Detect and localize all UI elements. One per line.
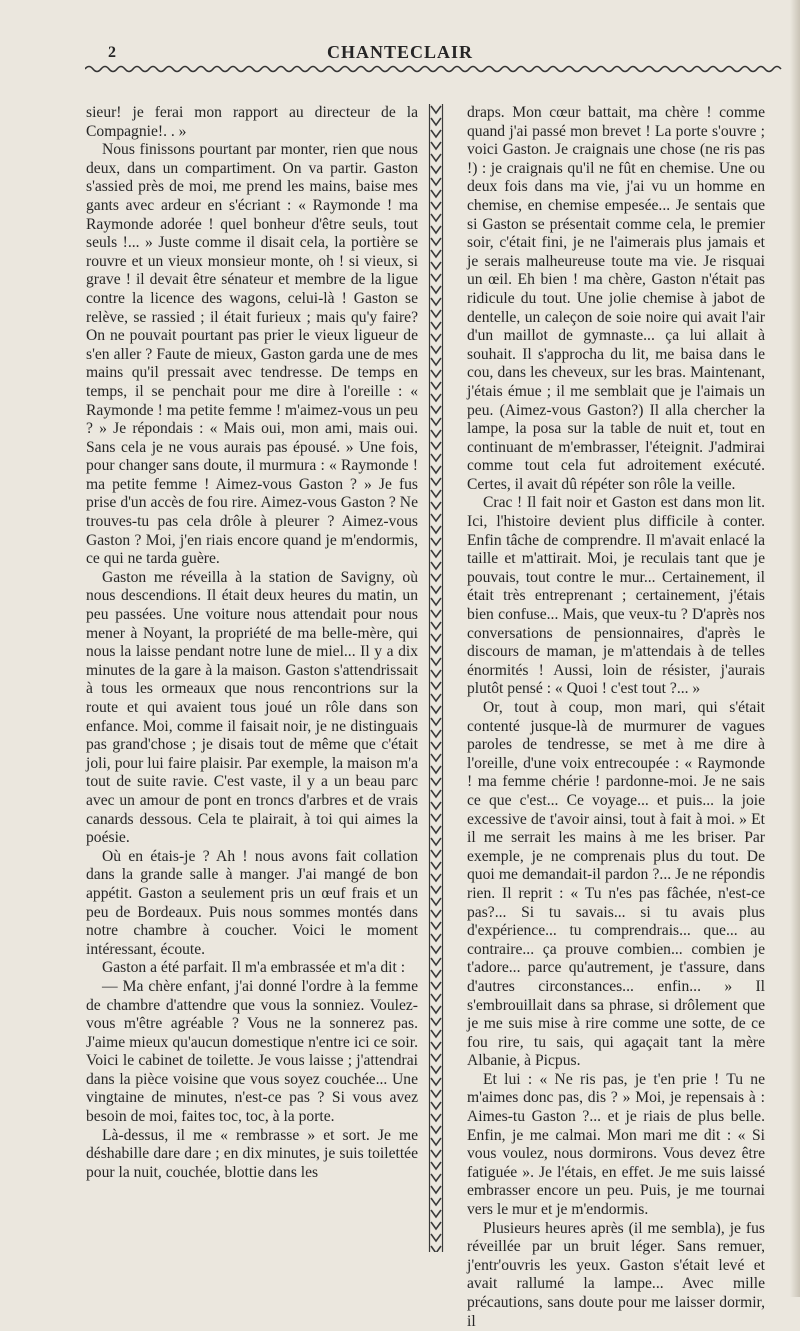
right-text-column xyxy=(467,104,765,1331)
paragraph: draps. Mon cœur battait, ma chère ! comme quand j'ai passé mon brevet ! La porte s'ouvre ; voici Gaston. Je craignais une chose (ne ris pas !) : je craignais qu'il ne fût en chemise. Une ou deux fois dans ma vie, j'ai vu un homme en chemise, en chemise empesée... Je sentais que si Gaston se présentait comme cela, le premier soir, c'était fini, je ne l'aimerais plus jamais et je serais malheureuse toute ma vie. Je risquai un œil. Eh bien ! ma chère, Gaston n'était pas ridicule du tout. Une jolie chemise à jabot de dentelle, un caleçon de soie noire qui avait l'air d'un maillot de gymnaste... ça lui allait à souhait. Il s'approcha du lit, me baisa dans le cou, dans les cheveux, sur les bras. Maintenant, j'étais émue ; il me semblait que je l'aimais un peu. (Aimez-vous Gaston?) Il alla chercher la lampe, la posa sur la table de nuit et, tout en continuant de m'embrasser, l'éteignit. J'admirai comme tout cela fut adroitement exécuté. Certes, il avait dû répéter son rôle la veille. xyxy=(467,104,765,493)
page-number: 2 xyxy=(108,44,116,61)
paragraph: Nous finissons pourtant par monter, rien que nous deux, dans un compartiment. On va partir. Gaston s'assied près de moi, me prend les mains, baise mes gants avec ardeur en s'écriant : « Raymonde ! ma Raymonde adorée ! quel bonheur d'être seuls, tout seuls !... » Juste comme il disait cela, la portière se rouvre et un vieux monsieur monte, oh ! si vieux, si grave ! il devait être sénateur et membre de la ligue contre la licence des wagons, celui-là ! Gaston se relève, se rassied ; il était furieux ; mais qu'y faire? On ne pouvait pourtant pas prier le vieux ligueur de s'en aller ? Faute de mieux, Gaston garda une de mes mains qu'il pressait avec tendresse. De temps en temps, il se penchait pour me dire à l'oreille : « Raymonde ! ma petite femme ! m'aimez-vous un peu ? » Je répondais : « Mais oui, mon ami, mais oui. Sans cela je ne vous aurais pas épousé. » Une fois, pour changer sans doute, il murmura : « Raymonde ! ma petite femme ! Aimez-vous Gaston ? » Je fus prise d'un accès de fou rire. Aimez-vous Gaston ? Ne trouves-tu pas cela drôle à pleurer ? Aimez-vous Gaston ? Moi, j'en riais encore quand je m'endormis, ce qui ne tarda guère. xyxy=(86,141,418,568)
page-header xyxy=(0,40,800,80)
header-wavy-rule xyxy=(85,64,785,74)
left-text-column xyxy=(86,104,418,1182)
paragraph: Gaston a été parfait. Il m'a embrassée et m'a dit : xyxy=(102,959,406,977)
paragraph: sieur! je ferai mon rapport au directeur de la Compagnie!. . » xyxy=(86,104,418,140)
page-edge-shadow xyxy=(790,0,800,1297)
paragraph: Où en étais-je ? Ah ! nous avons fait collation dans la grande salle à manger. J'ai mangé de bon appétit. Gaston a seulement pris un œuf frais et un peu de Bordeaux. Puis nous sommes montés dans notre chambre à coucher. Voici le moment intéressant, écoute. xyxy=(86,847,418,958)
paragraph: — Ma chère enfant, j'ai donné l'ordre à la femme de chambre d'attendre que vous la sonniez. Voulez-vous m'être agréable ? Vous ne la sonnerez pas. J'aime mieux qu'aucun domestique n'entre ici ce soir. Voici le cabinet de toilette. Je vous laisse ; j'attendrai dans la pièce voisine que vous soyez couchée... Une vingtaine de minutes, n'est-ce pas ? Si vous avez besoin de moi, faites toc, toc, à la porte. xyxy=(86,977,418,1126)
paragraph: Plusieurs heures après (il me sembla), je fus réveillée par un bruit léger. Sans remuer, j'entr'ouvris les yeux. Gaston s'était levé et avait rallumé la lampe... Avec mille précautions, sans doute pour me laisser dormir, il xyxy=(467,1219,765,1330)
paragraph: Gaston me réveilla à la station de Savigny, où nous descendions. Il était deux heures du matin, un peu passées. Une voiture nous attendait pour nous mener à Noyant, la propriété de ma belle-mère, qui nous la laisse pendant notre lune de miel... Il y a dix minutes de la gare à la maison. Gaston s'attendrissait à tous les ormeaux que nous rencontrions sur la route et qui avaient tous joué un rôle dans son enfance. Moi, comme il faisait noir, je ne distinguais pas grand'chose ; je disais tout de même que c'était joli, pour lui faire plaisir. Par exemple, la maison m'a tout de suite ravie. C'est vaste, il y a un beau parc avec un amour de pont en troncs d'arbres et de vrais canards dessous. Cela te plairait, à toi qui aimes la poésie. xyxy=(86,568,418,847)
paragraph: Crac ! Il fait noir et Gaston est dans mon lit. Ici, l'histoire devient plus difficile à conter. Enfin tâche de comprendre. Il m'avait enlacé la taille et m'attirait. Moi, je reculais tant que je pouvais, tout contre le mur... Certainement, il était très entreprenant ; certainement, j'étais bien confuse... Mais, que veux-tu ? D'après nos conversations de pensionnaires, d'après le discours de maman, je m'attendais à de telles énormités ! Aussi, loin de résister, j'aurais plutôt pensé : « Quoi ! c'est tout ?... » xyxy=(467,494,765,698)
journal-title: CHANTECLAIR xyxy=(326,42,474,62)
paragraph: Et lui : « Ne ris pas, je t'en prie ! Tu ne m'aimes donc pas, dis ? » Moi, je repensais à : Aimes-tu Gaston ?... et je riais de plus belle. Enfin, je me calmai. Mon mari me dit : « Si vous voulez, nous dormirons. Vous devez être fatiguée ». Je l'étais, en effet. Je me suis laissé embrasser encore un peu. Puis, je me tournai vers le mur et je m'endormis. xyxy=(467,1070,765,1219)
ornamental-column-divider xyxy=(428,104,444,1252)
paragraph: Or, tout à coup, mon mari, qui s'était contenté jusque-là de murmurer de vagues paroles de tendresse, se met à me dire à l'oreille, d'une voix entrecoupée : « Raymonde ! ma femme chérie ! pardonne-moi. Je ne sais ce que c'est... Ce voyage... et puis... la joie excessive de t'avoir ainsi, tout à fait à moi. » Et il me serrait les mains à me les briser. Par exemple, je ne comprenais plus du tout. De quoi me demandait-il pardon ?... Je ne répondis rien. Il reprit : « Tu n'es pas fâchée, n'est-ce pas?... Si tu savais... si tu avais plus d'expérience... tu comprendrais... que... au contraire... ça prouve combien... combien je t'adore... parce qu'autrement, je t'assure, dans d'autres circonstances... enfin... » Il s'embrouillait dans sa phrase, si drôlement que je me suis mise à rire comme une sotte, de ce fou rire, tu sais, qui agaçait tant la mère Albanie, à Picpus. xyxy=(467,699,765,1070)
paragraph: Là-dessus, il me « rembrasse » et sort. Je me déshabille dare dare ; en dix minutes, je suis toilettée pour la nuit, couchée, blottie dans les xyxy=(86,1126,418,1181)
